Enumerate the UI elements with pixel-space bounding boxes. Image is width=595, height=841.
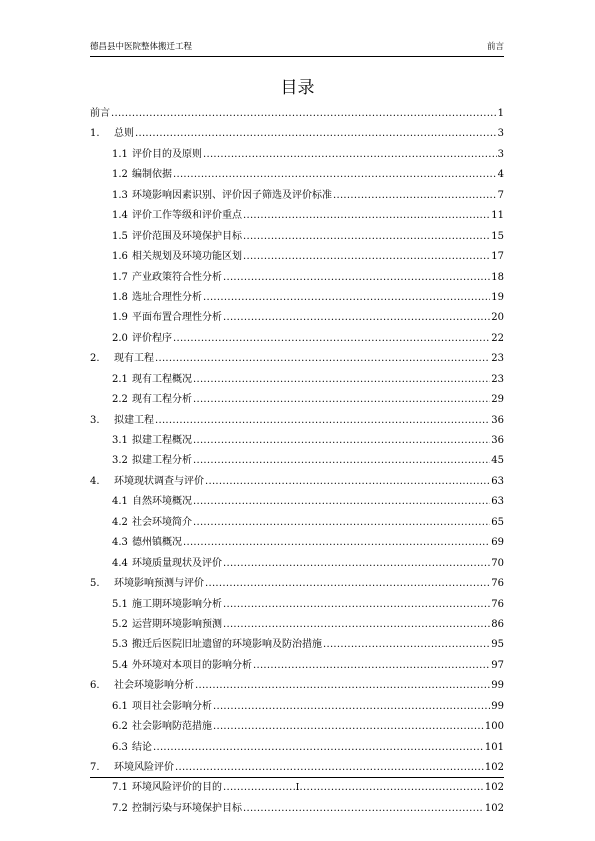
toc-entry-page-number: 36 [491, 435, 504, 446]
toc-entry-label: 评价目的及原则 [132, 148, 202, 160]
header-rule [90, 56, 504, 57]
toc-dot-leader [155, 349, 490, 369]
toc-entry[interactable] [90, 206, 504, 226]
toc-entry-label: 社会环境简介 [132, 516, 192, 528]
toc-entry-label: 评价程序 [132, 332, 172, 344]
toc-entry-number: 7.1 [112, 782, 128, 794]
toc-entry-page-number: 65 [491, 516, 504, 528]
toc-dot-leader [203, 288, 490, 308]
toc-dot-leader [213, 697, 490, 717]
toc-entry-number: 4.4 [112, 557, 128, 569]
toc-entry-page-number: 4 [497, 169, 504, 181]
toc-dot-leader [193, 513, 490, 533]
toc-entry-label: 环境风险评价的目的 [132, 782, 222, 794]
toc-entry-label: 社会影响防范措施 [132, 721, 212, 733]
toc-entry-page-number: 76 [491, 598, 504, 610]
toc-entry-label: 前言 [90, 108, 110, 119]
toc-entry-label: 运营期环境影响预测 [132, 618, 222, 630]
toc-entry[interactable] [90, 799, 504, 819]
toc-entry-number: 4.2 [112, 516, 128, 528]
toc-entry-page-number: 11 [491, 210, 504, 222]
toc-entry[interactable] [90, 431, 504, 451]
toc-dot-leader [173, 165, 497, 185]
toc-entry[interactable] [90, 268, 504, 288]
toc-entry[interactable] [90, 308, 504, 328]
toc-dot-leader [243, 247, 490, 267]
toc-entry[interactable] [90, 451, 504, 471]
footer-rule [90, 777, 504, 778]
toc-entry-page-number: 23 [491, 373, 504, 385]
toc-entry[interactable] [90, 145, 504, 165]
toc-entry[interactable] [90, 656, 504, 676]
toc-entry-label: 拟建工程分析 [132, 455, 192, 467]
toc-entry[interactable] [90, 492, 504, 512]
toc-entry[interactable] [90, 349, 504, 369]
toc-dot-leader [135, 124, 497, 144]
toc-entry-label: 评价范围及环境保护目标 [132, 230, 242, 242]
toc-entry-page-number: 15 [491, 230, 504, 242]
toc-entry-number: 5.3 [112, 639, 128, 651]
toc-entry-page-number: 23 [491, 353, 504, 365]
toc-entry-number: 3.2 [112, 455, 128, 467]
toc-entry-page-number: 102 [484, 782, 504, 794]
toc-entry-number: 3.1 [112, 435, 128, 446]
toc-entry-page-number: 63 [491, 475, 504, 487]
toc-entry-page-number: 86 [491, 618, 504, 630]
toc-entry[interactable] [90, 411, 504, 431]
toc-entry-number: 1.2 [112, 169, 128, 181]
toc-entry-label: 自然环境概况 [132, 496, 192, 508]
toc-entry[interactable] [90, 615, 504, 635]
toc-entry-page-number: 1 [497, 108, 504, 119]
toc-entry-page-number: 29 [491, 394, 504, 406]
toc-dot-leader [193, 431, 490, 451]
page-header [90, 40, 504, 54]
toc-entry-number: 1.7 [112, 271, 128, 283]
toc-entry-label: 项目社会影响分析 [132, 700, 212, 712]
toc-entry-page-number: 102 [484, 762, 504, 773]
toc-dot-leader [153, 738, 484, 758]
toc-entry-page-number: 22 [491, 332, 504, 344]
toc-entry-page-number: 45 [491, 455, 504, 467]
footer-page-number: I [295, 783, 300, 793]
toc-entry-number: 1.1 [112, 148, 128, 160]
toc-entry[interactable] [90, 574, 504, 594]
toc-entry[interactable] [90, 390, 504, 410]
toc-entry-label: 环境影响因素识别、评价因子筛选及评价标准 [132, 189, 332, 201]
toc-entry[interactable] [90, 738, 504, 758]
toc-entry-page-number: 76 [491, 578, 504, 590]
toc-entry-label: 拟建工程概况 [132, 435, 192, 446]
toc-dot-leader [205, 574, 490, 594]
toc-entry-label: 评价工作等级和评价重点 [132, 210, 242, 222]
toc-entry-page-number: 97 [491, 659, 504, 671]
toc-entry-number: 2.0 [112, 332, 128, 344]
toc-dot-leader [223, 308, 490, 328]
toc-entry-number: 1.6 [112, 251, 128, 263]
toc-dot-leader [243, 227, 490, 247]
toc-entry-number: 4.1 [112, 496, 128, 508]
toc-entry-page-number: 100 [484, 721, 504, 733]
toc-entry[interactable] [90, 758, 504, 778]
toc-entry-page-number: 36 [491, 414, 504, 426]
toc-entry-page-number: 99 [491, 700, 504, 712]
toc-dot-leader [223, 554, 490, 574]
toc-entry[interactable] [90, 370, 504, 390]
toc-entry[interactable] [90, 717, 504, 737]
toc-entry-label: 拟建工程 [114, 414, 154, 426]
toc-entry-page-number: 70 [491, 557, 504, 569]
toc-entry-number: 3. [90, 414, 100, 426]
header-section-name: 前言 [486, 42, 504, 52]
toc-dot-leader [323, 635, 490, 655]
toc-entry-label: 相关规划及环境功能区划 [132, 251, 242, 263]
toc-entry-page-number: 101 [484, 741, 504, 753]
toc-dot-leader [175, 758, 484, 778]
toc-dot-leader [195, 676, 490, 696]
toc-entry-label: 环境质量现状及评价 [132, 557, 222, 569]
toc-dot-leader [193, 492, 490, 512]
toc-entry-label: 现有工程概况 [132, 373, 192, 385]
toc-entry-number: 2.1 [112, 373, 128, 385]
toc-dot-leader [193, 390, 490, 410]
toc-dot-leader [203, 145, 497, 165]
toc-dot-leader [193, 451, 490, 471]
toc-entry-number: 6. [90, 680, 100, 692]
toc-entry-number: 2.2 [112, 394, 128, 406]
toc-dot-leader [111, 104, 497, 124]
table-of-contents [90, 104, 504, 819]
toc-entry-label: 控制污染与环境保护目标 [132, 802, 242, 814]
toc-entry-number: 2. [90, 353, 100, 365]
toc-entry-page-number: 18 [491, 271, 504, 283]
toc-entry-label: 德州镇概况 [132, 537, 182, 549]
toc-entry[interactable] [90, 676, 504, 696]
toc-entry[interactable] [90, 165, 504, 185]
toc-entry-number: 1.3 [112, 189, 128, 201]
toc-entry-number: 1.8 [112, 291, 128, 303]
toc-entry-page-number: 3 [497, 128, 504, 140]
toc-entry[interactable] [90, 329, 504, 349]
toc-entry-number: 6.1 [112, 700, 128, 712]
toc-entry-label: 现有工程 [114, 353, 154, 365]
toc-entry[interactable] [90, 472, 504, 492]
toc-dot-leader [243, 799, 484, 819]
toc-entry-number: 5.4 [112, 659, 128, 671]
toc-dot-leader [333, 186, 497, 206]
toc-dot-leader [155, 411, 490, 431]
toc-entry-label: 平面布置合理性分析 [132, 312, 222, 324]
toc-dot-leader [223, 595, 490, 615]
toc-entry-label: 选址合理性分析 [132, 291, 202, 303]
toc-dot-leader [213, 717, 484, 737]
toc-entry[interactable] [90, 595, 504, 615]
toc-entry-label: 社会环境影响分析 [114, 680, 194, 692]
toc-entry[interactable] [90, 104, 504, 124]
toc-dot-leader [173, 329, 490, 349]
toc-entry-number: 7. [90, 762, 100, 773]
toc-entry-number: 7.2 [112, 802, 128, 814]
toc-entry[interactable] [90, 533, 504, 553]
page-title: 目录 [280, 78, 315, 98]
toc-entry-label: 环境现状调查与评价 [114, 475, 204, 487]
toc-dot-leader [243, 206, 490, 226]
toc-entry-label: 产业政策符合性分析 [132, 271, 222, 283]
toc-entry-page-number: 3 [497, 148, 504, 160]
header-document-title: 德昌县中医院整体搬迁工程 [90, 42, 193, 52]
toc-entry-number: 1.4 [112, 210, 128, 222]
toc-entry-page-number: 17 [491, 251, 504, 263]
toc-entry-page-number: 63 [491, 496, 504, 508]
toc-entry-number: 1.5 [112, 230, 128, 242]
toc-entry[interactable] [90, 186, 504, 206]
toc-entry-number: 6.3 [112, 741, 128, 753]
toc-entry-label: 环境影响预测与评价 [114, 578, 204, 590]
toc-entry-number: 4.3 [112, 537, 128, 549]
toc-entry-number: 5.2 [112, 618, 128, 630]
toc-entry-label: 环境风险评价 [114, 762, 174, 773]
toc-entry-label: 总则 [114, 128, 134, 140]
toc-entry[interactable] [90, 288, 504, 308]
toc-dot-leader [223, 615, 490, 635]
toc-entry-label: 编制依据 [132, 169, 172, 181]
toc-entry-label: 搬迁后医院旧址遗留的环境影响及防治措施 [132, 639, 322, 651]
toc-entry-page-number: 69 [491, 537, 504, 549]
toc-dot-leader [183, 533, 490, 553]
toc-entry[interactable] [90, 247, 504, 267]
toc-entry-page-number: 99 [491, 680, 504, 692]
toc-entry[interactable] [90, 227, 504, 247]
toc-entry-label: 施工期环境影响分析 [132, 598, 222, 610]
toc-entry-label: 现有工程分析 [132, 394, 192, 406]
toc-dot-leader [223, 268, 490, 288]
toc-entry-number: 6.2 [112, 721, 128, 733]
toc-entry-number: 1. [90, 128, 100, 140]
toc-entry[interactable] [90, 697, 504, 717]
toc-entry-page-number: 19 [491, 291, 504, 303]
toc-entry-number: 5.1 [112, 598, 128, 610]
toc-entry-page-number: 102 [484, 802, 504, 814]
toc-entry-number: 1.9 [112, 312, 128, 324]
toc-entry-number: 4. [90, 475, 100, 487]
toc-entry[interactable] [90, 635, 504, 655]
toc-dot-leader [193, 370, 490, 390]
toc-entry[interactable] [90, 124, 504, 144]
toc-entry[interactable] [90, 513, 504, 533]
toc-dot-leader [205, 472, 490, 492]
toc-dot-leader [253, 656, 490, 676]
toc-entry-page-number: 7 [497, 189, 504, 201]
toc-entry[interactable] [90, 554, 504, 574]
toc-entry-number: 5. [90, 578, 100, 590]
toc-entry-label: 结论 [132, 741, 152, 753]
toc-entry-page-number: 20 [491, 312, 504, 324]
toc-entry-page-number: 95 [491, 639, 504, 651]
toc-entry-label: 外环境对本项目的影响分析 [132, 659, 252, 671]
